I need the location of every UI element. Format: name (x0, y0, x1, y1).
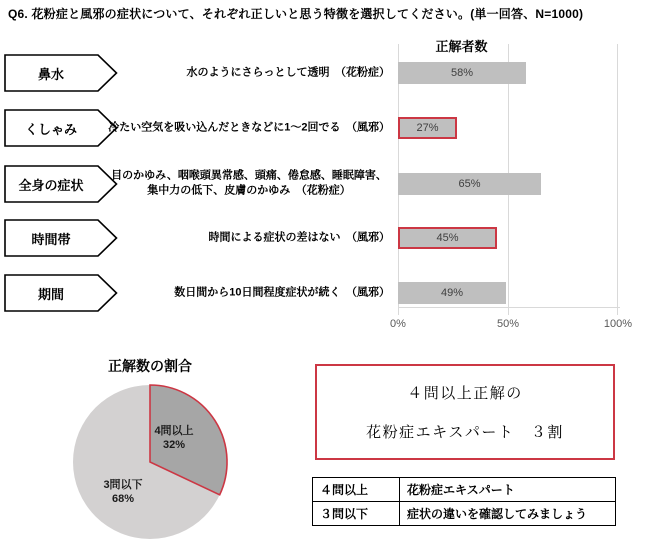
axis-tick (617, 308, 618, 315)
legend-table (312, 477, 616, 526)
bar-chart-plot-area (390, 44, 633, 330)
row-description: 冷たい空気を吸い込んだときなどに1～2回でる （風邪） (108, 121, 390, 134)
axis-tick (398, 308, 399, 315)
pie-chart (71, 383, 229, 541)
summary-callout-box (315, 364, 615, 460)
table-row (313, 478, 616, 502)
bar-value-label: 27% (416, 122, 439, 134)
bar-全身の症状 (398, 173, 541, 195)
bar-鼻水 (398, 62, 526, 84)
bar-value-label: 65% (458, 178, 481, 190)
category-label: くしゃみ (24, 121, 77, 137)
gridline (617, 44, 618, 308)
bar-value-label: 45% (436, 232, 459, 244)
bar-chart-title: 正解者数 (435, 39, 488, 54)
bar-くしゃみ (398, 117, 457, 139)
category-label: 時間帯 (31, 231, 71, 247)
pie-label-value: 68% (111, 493, 135, 506)
page-title: Q6. 花粉症と風邪の症状について、それぞれ正しいと思う特徴を選択してください。(単一回答、N=1000) (8, 7, 584, 21)
category-arrow (4, 274, 118, 312)
table-row (313, 502, 616, 526)
x-tick-label: 100% (603, 318, 633, 330)
table-value-cell: 症状の違いを確認してみましょう (400, 502, 616, 526)
bar-value-label: 49% (440, 287, 464, 299)
category-arrow (4, 165, 118, 203)
bar-時間帯 (398, 227, 497, 249)
category-arrow (4, 54, 118, 92)
x-tick-label: 0% (390, 318, 406, 330)
category-arrow (4, 219, 118, 257)
summary-line-1: ４問以上正解の (407, 385, 523, 402)
pie-chart-title: 正解数の割合 (108, 358, 192, 374)
axis-tick (508, 308, 509, 315)
category-label: 期間 (37, 286, 64, 302)
row-description: 目のかゆみ、咽喉頭異常感、頭痛、倦怠感、睡眠障害、集中力の低下、皮膚のかゆみ （花粉症） (111, 169, 387, 197)
category-label: 鼻水 (37, 66, 64, 82)
row-description: 数日間から10日間程度症状が続く （風邪） (174, 286, 390, 299)
pie-label-4問以上 (132, 424, 216, 453)
category-arrow (4, 109, 118, 147)
pie-label-value: 32% (162, 439, 186, 452)
pie-label-text: 3問以下 (103, 479, 143, 491)
pie-label-text: 4問以上 (154, 425, 194, 437)
summary-line-2: 花粉症エキスパート ３割 (366, 424, 564, 441)
bar-value-label: 58% (450, 67, 474, 79)
category-label: 全身の症状 (18, 177, 84, 193)
table-value-cell: 花粉症エキスパート (400, 478, 616, 502)
x-axis-line (398, 307, 620, 308)
bar-期間 (398, 282, 506, 304)
pie-label-3問以下 (81, 478, 165, 507)
x-tick-label: 50% (496, 318, 520, 330)
table-key-cell: ４問以上 (313, 478, 400, 502)
table-key-cell: ３問以下 (313, 502, 400, 526)
row-description: 時間による症状の差はない （風邪） (208, 231, 390, 244)
row-description: 水のようにさらっとして透明 （花粉症） (186, 66, 390, 79)
